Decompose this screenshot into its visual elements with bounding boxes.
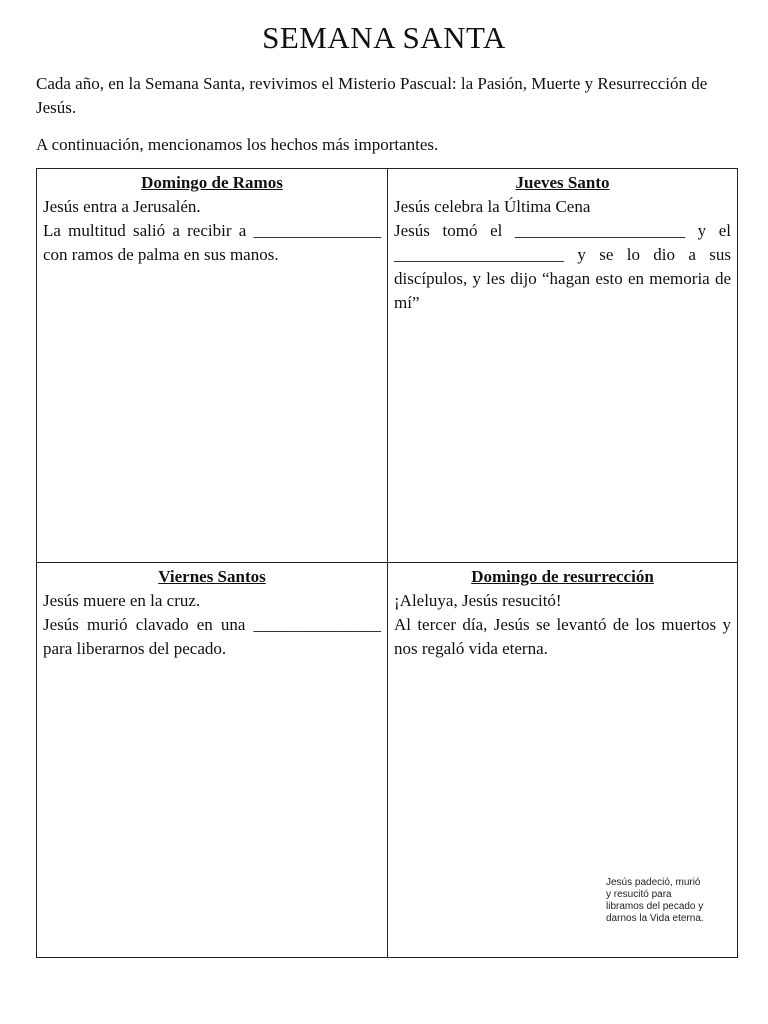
page-title: SEMANA SANTA [262, 20, 506, 55]
intro-subparagraph: A continuación, mencionamos los hechos más importantes. [36, 135, 439, 154]
events-table [36, 168, 738, 958]
cell-body-text: Jesús tomó el ____________________ y el ____________________ y se lo dio a sus discípulos, y les dijo “hagan esto en memoria de mí” [394, 221, 731, 312]
cell-body-text: Al tercer día, Jesús se levantó de los muertos y nos regaló vida eterna. [394, 615, 731, 658]
cell-body-text: Jesús murió clavado en una _______________ para liberarnos del pecado. [43, 615, 381, 658]
cell-heading: Jueves Santo [515, 173, 610, 192]
cell-first-line: ¡Aleluya, Jesús resucitó! [394, 591, 562, 610]
side-note: Jesús padeció, murió y resucitó para libramos del pecado y darnos la Vida eterna. [606, 877, 704, 924]
cell-first-line: Jesús entra a Jerusalén. [43, 197, 201, 216]
cell-first-line: Jesús muere en la cruz. [43, 591, 201, 610]
cell-first-line: Jesús celebra la Última Cena [394, 197, 591, 216]
cell-viernes-santos [37, 563, 388, 957]
cell-heading: Domingo de Ramos [141, 173, 283, 192]
cell-heading: Domingo de resurrección [471, 567, 654, 586]
cell-jueves-santo [388, 169, 737, 563]
cell-body-text: La multitud salió a recibir a _______________ con ramos de palma en sus manos. [43, 221, 381, 264]
intro-paragraph: Cada año, en la Semana Santa, revivimos el Misterio Pascual: la Pasión, Muerte y Resurrección de Jesús. [36, 74, 708, 117]
cell-domingo-ramos [37, 169, 388, 563]
cell-heading: Viernes Santos [158, 567, 266, 586]
